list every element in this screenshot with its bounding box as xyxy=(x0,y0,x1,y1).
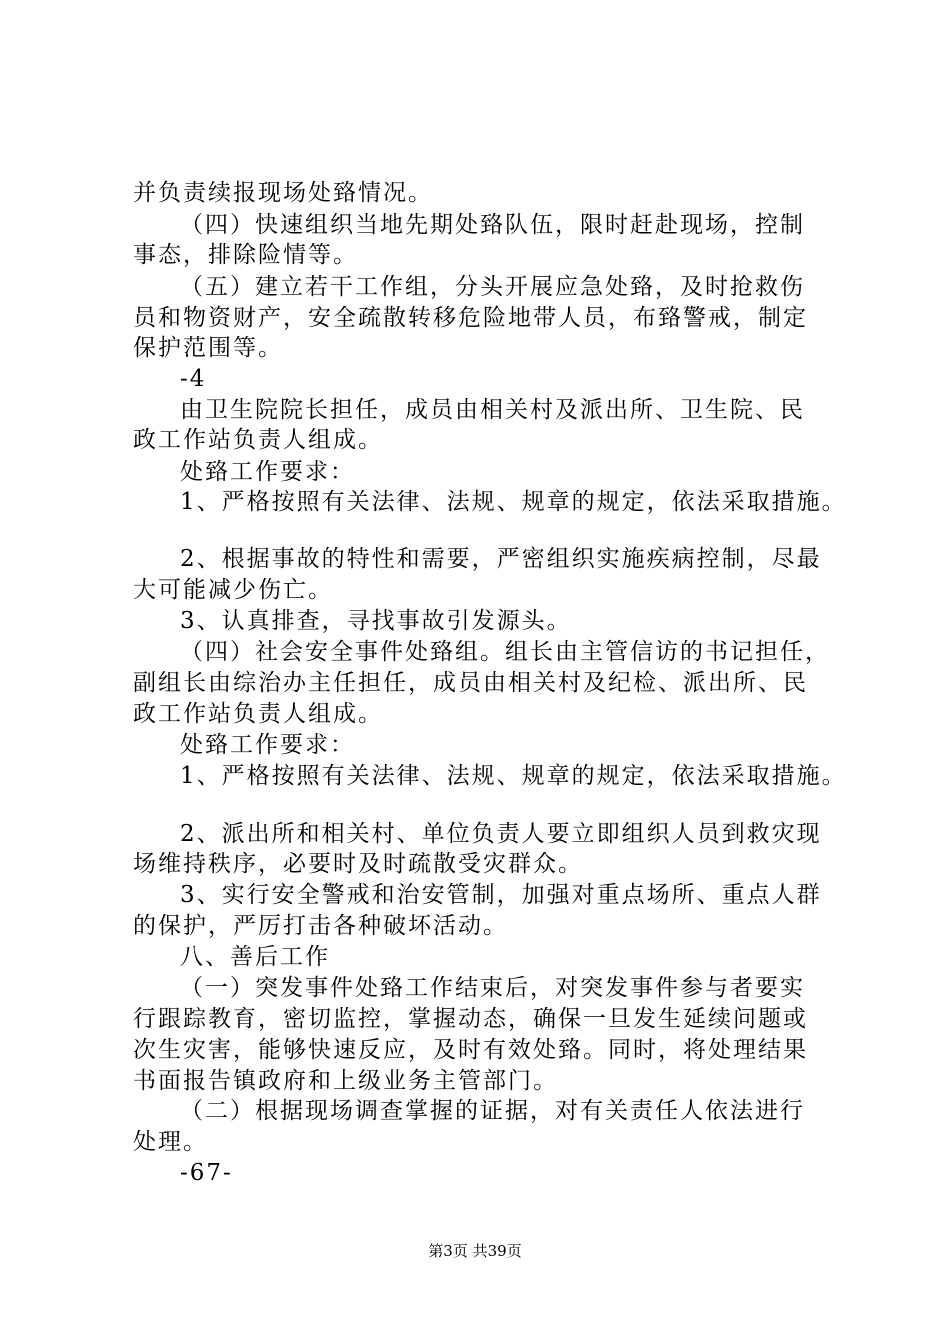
section-heading: 八、善后工作 xyxy=(180,944,330,970)
text-line: 事态，排除险情等。 xyxy=(133,242,358,268)
text-line: 1、严格按照有关法律、法规、规章的规定，依法采取措施。 xyxy=(180,489,847,515)
text-line: 书面报告镇政府和上级业务主管部门。 xyxy=(133,1068,558,1094)
text-line: 的保护，严厉打击各种破坏活动。 xyxy=(133,913,508,939)
text-line: 并负责续报现场处臵情况。 xyxy=(133,180,433,206)
text-line: 处理。 xyxy=(133,1129,208,1155)
text-line: 1、严格按照有关法律、法规、规章的规定，依法采取措施。 xyxy=(180,763,847,789)
text-line: 员和物资财产，安全疏散转移危险地带人员，布臵警戒，制定 xyxy=(133,305,808,331)
text-line: 政工作站负责人组成。 xyxy=(133,701,383,727)
text-line: 场维持秩序，必要时及时疏散受灾群众。 xyxy=(133,851,583,877)
text-line: （一）突发事件处臵工作结束后，对突发事件参与者要实 xyxy=(180,975,805,1001)
text-line: 行跟踪教育，密切监控，掌握动态，确保一旦发生延续问题或 xyxy=(133,1006,808,1032)
page-footer: 第3页 共39页 xyxy=(428,1242,522,1260)
text-line: （四）社会安全事件处臵组。组长由主管信访的书记担任， xyxy=(180,639,830,665)
section-heading: 处臵工作要求： xyxy=(180,459,355,485)
text-line: 副组长由综治办主任担任，成员由相关村及纪检、派出所、民 xyxy=(133,670,808,696)
text-line: 政工作站负责人组成。 xyxy=(133,427,383,453)
text-line: 由卫生院院长担任，成员由相关村及派出所、卫生院、民 xyxy=(180,397,805,423)
text-line: 2、派出所和相关村、单位负责人要立即组织人员到救灾现 xyxy=(180,821,822,847)
text-line: 2、根据事故的特性和需要，严密组织实施疾病控制，尽最 xyxy=(180,546,822,572)
section-heading: 处臵工作要求： xyxy=(180,732,355,758)
text-line: 保护范围等。 xyxy=(133,335,283,361)
page-marker: -67- xyxy=(180,1160,233,1186)
text-line: （四）快速组织当地先期处臵队伍，限时赶赴现场，控制 xyxy=(180,212,805,238)
text-line: （二）根据现场调查掌握的证据，对有关责任人依法进行 xyxy=(180,1098,805,1124)
text-line: （五）建立若干工作组，分头开展应急处臵，及时抢救伤 xyxy=(180,274,805,300)
text-line: 大可能减少伤亡。 xyxy=(133,577,333,603)
text-line: 3、实行安全警戒和治安管制，加强对重点场所、重点人群 xyxy=(180,882,822,908)
page-marker: -4 xyxy=(180,366,207,392)
text-line: 次生灾害，能够快速反应，及时有效处臵。同时，将处理结果 xyxy=(133,1037,808,1063)
text-line: 3、认真排查，寻找事故引发源头。 xyxy=(180,608,572,634)
